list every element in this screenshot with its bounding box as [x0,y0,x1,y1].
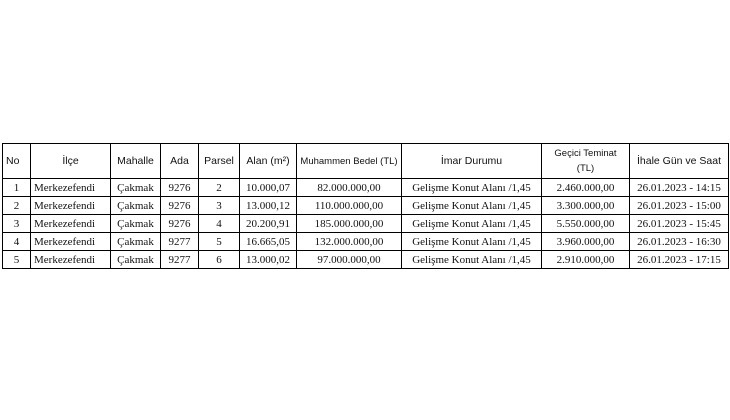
cell-parsel: 4 [199,215,240,233]
cell-muhammen-bedel: 82.000.000,00 [297,179,402,197]
cell-ilce: Merkezefendi [31,215,111,233]
cell-no: 1 [3,179,31,197]
cell-gecici-teminat: 3.960.000,00 [542,233,630,251]
cell-mahalle: Çakmak [111,233,161,251]
table-row [3,233,729,251]
cell-ada: 9276 [161,215,199,233]
cell-ihale-gun-saat: 26.01.2023 - 15:00 [630,197,729,215]
cell-ihale-gun-saat: 26.01.2023 - 15:45 [630,215,729,233]
cell-ada: 9277 [161,233,199,251]
cell-alan: 16.665,05 [240,233,297,251]
cell-imar-durumu: Gelişme Konut Alanı /1,45 [402,251,542,269]
header-ilce: İlçe [31,144,111,179]
header-alan: Alan (m²) [240,144,297,179]
cell-ilce: Merkezefendi [31,251,111,269]
cell-imar-durumu: Gelişme Konut Alanı /1,45 [402,197,542,215]
cell-imar-durumu: Gelişme Konut Alanı /1,45 [402,215,542,233]
cell-gecici-teminat: 2.460.000,00 [542,179,630,197]
cell-parsel: 6 [199,251,240,269]
cell-alan: 13.000,02 [240,251,297,269]
cell-mahalle: Çakmak [111,179,161,197]
cell-parsel: 2 [199,179,240,197]
cell-ihale-gun-saat: 26.01.2023 - 14:15 [630,179,729,197]
cell-alan: 20.200,91 [240,215,297,233]
cell-no: 2 [3,197,31,215]
cell-no: 5 [3,251,31,269]
cell-ilce: Merkezefendi [31,179,111,197]
cell-ada: 9277 [161,251,199,269]
auction-table [2,143,729,269]
cell-ihale-gun-saat: 26.01.2023 - 17:15 [630,251,729,269]
table-row [3,197,729,215]
header-imar-durumu: İmar Durumu [402,144,542,179]
cell-parsel: 5 [199,233,240,251]
cell-muhammen-bedel: 132.000.000,00 [297,233,402,251]
cell-gecici-teminat: 5.550.000,00 [542,215,630,233]
header-ada: Ada [161,144,199,179]
table-row [3,215,729,233]
header-no: No [3,144,31,179]
cell-ada: 9276 [161,179,199,197]
header-gecici-teminat: Geçici Teminat (TL) [542,144,630,179]
cell-no: 4 [3,233,31,251]
cell-gecici-teminat: 3.300.000,00 [542,197,630,215]
cell-ihale-gun-saat: 26.01.2023 - 16:30 [630,233,729,251]
header-parsel: Parsel [199,144,240,179]
cell-imar-durumu: Gelişme Konut Alanı /1,45 [402,179,542,197]
header-row [3,144,729,179]
cell-muhammen-bedel: 97.000.000,00 [297,251,402,269]
cell-ilce: Merkezefendi [31,233,111,251]
cell-parsel: 3 [199,197,240,215]
cell-mahalle: Çakmak [111,251,161,269]
cell-alan: 10.000,07 [240,179,297,197]
header-ihale-gun-saat: İhale Gün ve Saat [630,144,729,179]
cell-no: 3 [3,215,31,233]
table-row [3,179,729,197]
header-muhammen-bedel: Muhammen Bedel (TL) [297,144,402,179]
cell-ilce: Merkezefendi [31,197,111,215]
table-row [3,251,729,269]
cell-muhammen-bedel: 185.000.000,00 [297,215,402,233]
cell-gecici-teminat: 2.910.000,00 [542,251,630,269]
cell-alan: 13.000,12 [240,197,297,215]
cell-imar-durumu: Gelişme Konut Alanı /1,45 [402,233,542,251]
cell-mahalle: Çakmak [111,197,161,215]
header-mahalle: Mahalle [111,144,161,179]
cell-ada: 9276 [161,197,199,215]
cell-mahalle: Çakmak [111,215,161,233]
cell-muhammen-bedel: 110.000.000,00 [297,197,402,215]
